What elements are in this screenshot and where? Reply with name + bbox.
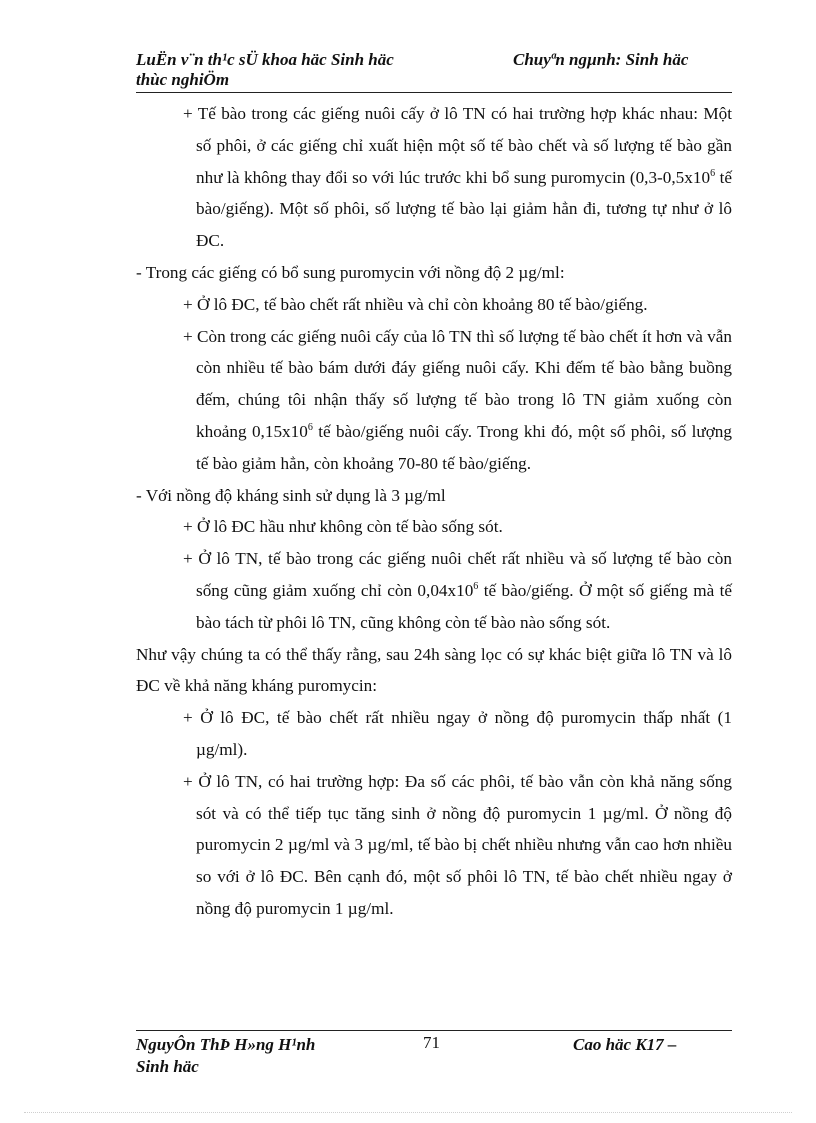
page-bottom-border: [24, 1112, 792, 1113]
footer-author-cont: Sinh häc: [136, 1057, 199, 1076]
header-divider: [136, 92, 732, 93]
superscript: 6: [473, 580, 479, 592]
superscript: 6: [710, 167, 716, 179]
paragraph-3ug-heading: - Với nồng độ kháng sinh sử dụng là 3 µg/ml: [136, 485, 446, 505]
header-thesis-title: LuËn v¨n th¹c sÜ khoa häc Sinh häc: [136, 50, 394, 69]
paragraph-tn-3ug: [183, 543, 732, 638]
paragraph-text: + Ở lô TN, tế bào trong các giếng nuôi chết rất nhiều và số lượng tế bào còn sống cũng giảm xuống chỉ còn 0,04x10: [183, 549, 732, 600]
paragraph-tn-2ug: [183, 321, 732, 480]
page-body: [136, 98, 732, 925]
footer-divider: [136, 1030, 732, 1031]
paragraph-2ug-heading: - Trong các giếng có bổ sung puromycin với nồng độ 2 µg/ml:: [136, 262, 565, 282]
page-number: 71: [423, 1033, 440, 1052]
paragraph-dc-2ug: + Ở lô ĐC, tế bào chết rất nhiều và chỉ còn khoảng 80 tế bào/giếng.: [183, 294, 648, 314]
paragraph-text: + Còn trong các giếng nuôi cấy của lô TN thì số lượng tế bào chết ít hơn và vẫn còn nhiều tế bào bám dưới đáy giếng nuôi cấy. Khi đếm tế bào bằng buồng đếm, chúng tôi nhận thấy số lượng tế bào trong lô TN giảm xuống còn khoảng 0,15x10: [183, 326, 732, 441]
paragraph-conclusion: Như vậy chúng ta có thể thấy rằng, sau 24h sàng lọc có sự khác biệt giữa lô TN và lô ĐC về khả năng kháng puromycin:: [136, 644, 732, 696]
footer-author: NguyÔn ThÞ H»ng H¹nh: [136, 1035, 316, 1054]
paragraph-text: tế bào/giếng). Một số phôi, số lượng tế bào lại giảm hẳn đi, tương tự như ở lô ĐC.: [196, 167, 733, 251]
footer-course: Cao häc K17 –: [573, 1035, 677, 1054]
header-thesis-title-cont: thùc nghiÖm: [136, 70, 230, 89]
paragraph-dc-3ug: + Ở lô ĐC hầu như không còn tế bào sống sót.: [183, 517, 503, 537]
paragraph-text: tế bào/giếng nuôi cấy. Trong khi đó, một số phôi, số lượng tế bào giảm hẳn, còn khoảng 70-80 tế bào/giếng.: [196, 421, 732, 473]
paragraph-tn-cases: [183, 98, 733, 257]
header-major: Chuyªn ngµnh: Sinh häc: [513, 50, 689, 69]
paragraph-text: tế bào/giếng. Ở một số giếng mà tế bào tách từ phôi lô TN, cũng không còn tế bào nào sống sót.: [196, 580, 732, 632]
paragraph-text: + Tế bào trong các giếng nuôi cấy ở lô TN có hai trường hợp khác nhau: Một số phôi, ở các giếng chỉ xuất hiện một số tế bào chết và số lượng tế bào gần như là không thay đổi so với lúc trước khi bổ sung puromycin (0,3-0,5x10: [183, 104, 732, 187]
superscript: 6: [307, 421, 313, 433]
paragraph-conclusion-dc: + Ở lô ĐC, tế bào chết rất nhiều ngay ở nồng độ puromycin thấp nhất (1 µg/ml).: [183, 708, 732, 759]
paragraph-conclusion-tn: + Ở lô TN, có hai trường hợp: Đa số các phôi, tế bào vẫn còn khả năng sống sót và có thể tiếp tục tăng sinh ở nồng độ puromycin 1 µg/ml. Ở nồng độ puromycin 2 µg/ml và 3 µg/ml, tế bào bị chết nhiều nhưng vẫn cao hơn nhiều so với ở lô ĐC. Bên cạnh đó, một số phôi lô TN, tế bào chết nhiều ngay ở nồng độ puromycin 1 µg/ml.: [183, 771, 732, 918]
